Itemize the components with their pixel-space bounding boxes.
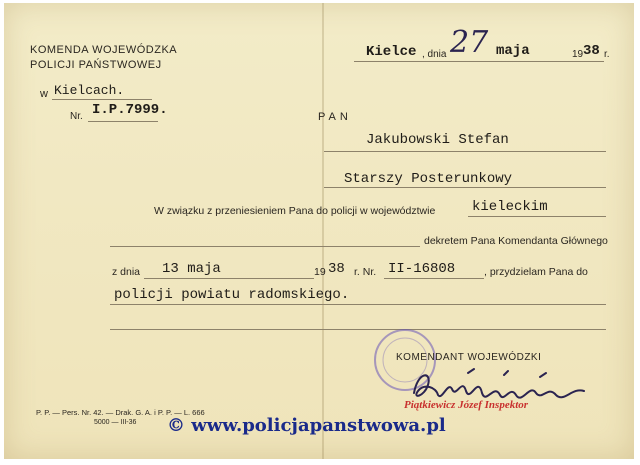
signature-title: KOMENDANT WOJEWÓDZKI <box>396 352 542 363</box>
watermark-text: © www.policjapanstwowa.pl <box>167 415 446 436</box>
decree-nr-underline <box>384 278 484 279</box>
nr-value: I.P.7999. <box>92 102 168 118</box>
nr-underline <box>88 121 158 122</box>
assignment-underline <box>110 304 606 305</box>
decree-year-prefix: 19 <box>314 266 326 278</box>
addressee-rank: Starszy Posterunkowy <box>344 171 513 187</box>
name-underline <box>324 151 606 152</box>
blank-line-2 <box>110 329 606 330</box>
print-info-line2: 5000 — III-36 <box>94 419 137 426</box>
month: maja <box>496 43 530 59</box>
dnia-label: , dnia <box>422 49 447 60</box>
decree-date: 13 maja <box>162 261 221 277</box>
office-line2: POLICJI PAŃSTWOWEJ <box>30 59 162 71</box>
assignment: policji powiatu radomskiego. <box>114 287 350 303</box>
print-info-line1: P. P. — Pers. Nr. 42. — Drak. G. A. i P. P. — L. 666 <box>36 408 205 417</box>
office-city-underline <box>52 99 152 100</box>
decree-date-underline <box>144 278 314 279</box>
addressee-name: Jakubowski Stefan <box>366 132 509 148</box>
voivodeship-underline <box>468 216 606 217</box>
date-year: 38 <box>583 43 600 59</box>
office-line1: KOMENDA WOJEWÓDZKA <box>30 44 178 56</box>
nr-label: Nr. <box>70 111 83 122</box>
office-city: Kielcach. <box>54 83 125 98</box>
w-prefix: w <box>40 88 48 100</box>
pan-label: PAN <box>318 111 352 123</box>
body-line1-text: W związku z przeniesieniem Pana do policji w województwie <box>154 205 436 217</box>
date-underline <box>354 61 604 62</box>
day-handwritten: 27 <box>450 25 489 60</box>
document-sheet <box>4 3 634 459</box>
voivodeship: kieleckim <box>472 199 548 215</box>
decree-year: 38 <box>328 261 345 277</box>
place: Kielce <box>366 44 417 60</box>
stamp-name: Piątkiewicz Józef Inspektor <box>404 399 529 411</box>
z-dnia-label: z dnia <box>112 266 141 278</box>
date-r-label: r. <box>604 49 610 60</box>
decree-nr: II-16808 <box>388 261 456 277</box>
assign-text: , przydzielam Pana do <box>484 266 588 278</box>
decree-r-nr-label: r. Nr. <box>354 266 377 278</box>
body-blank-line <box>110 246 420 247</box>
date-year-prefix: 19 <box>572 49 584 60</box>
rank-underline <box>324 187 606 188</box>
paper-fold <box>322 3 324 459</box>
body-line2-text: dekretem Pana Komendanta Głównego <box>424 235 608 247</box>
